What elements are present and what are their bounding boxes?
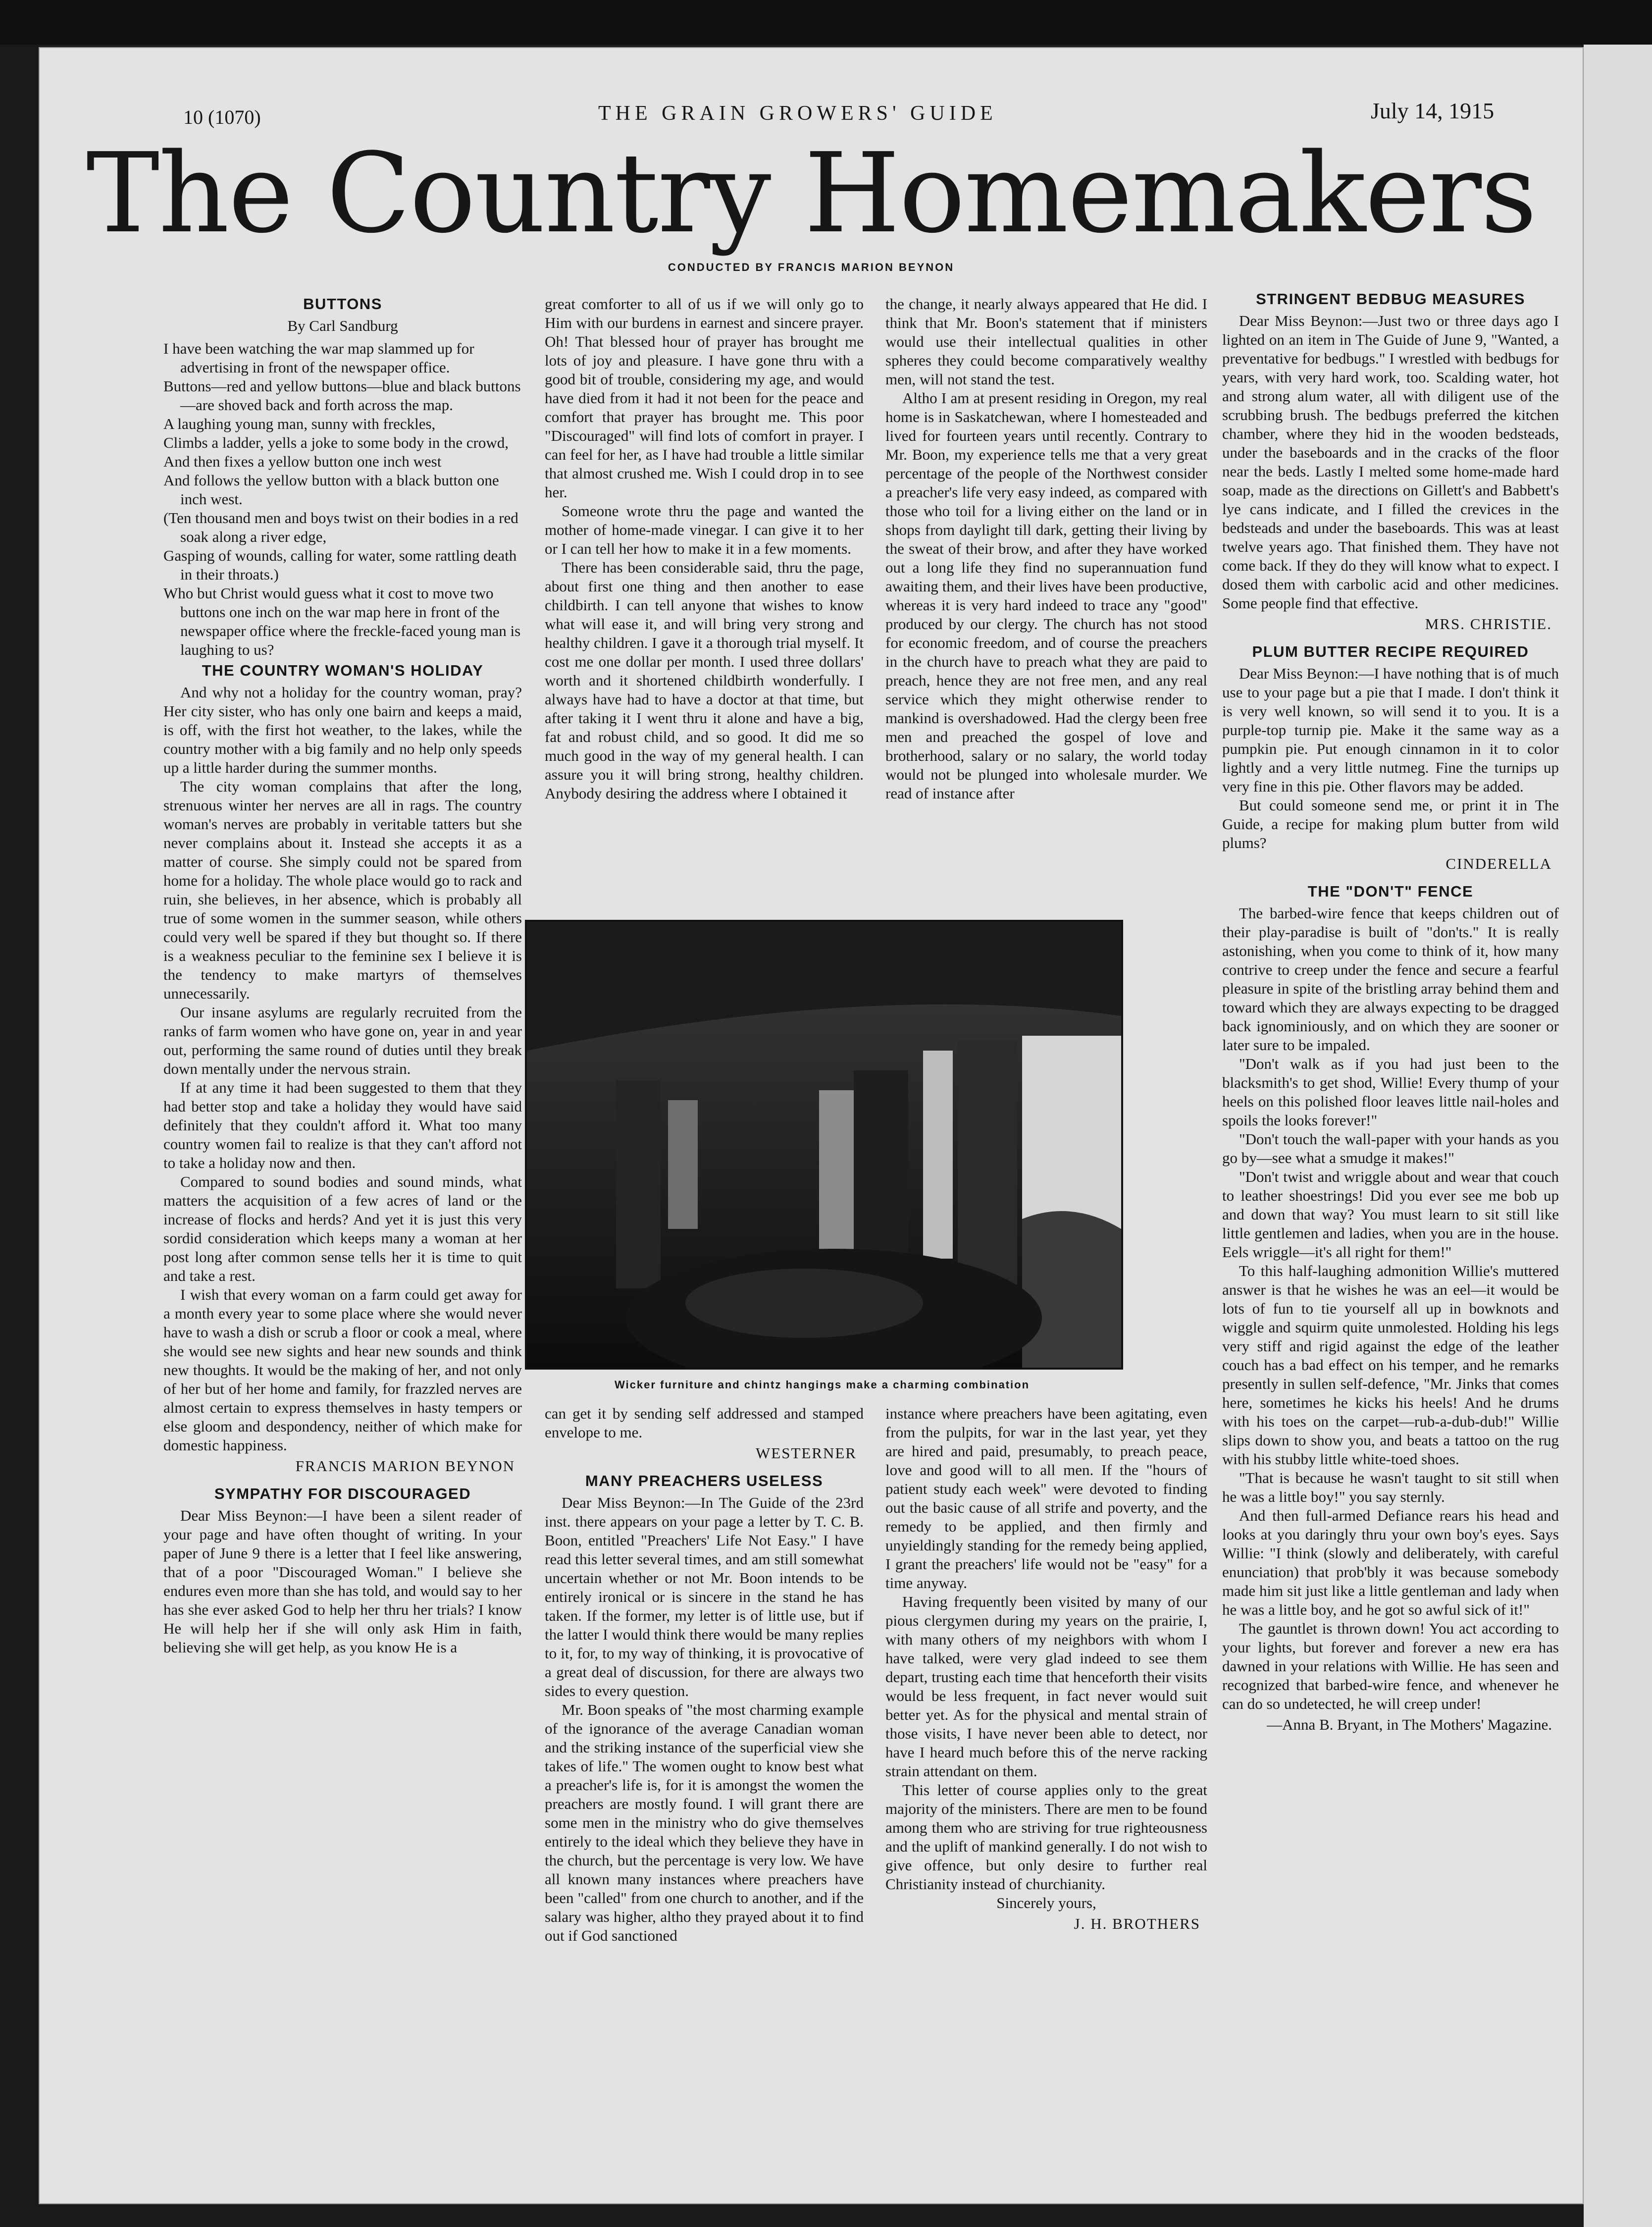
holiday-paragraph: If at any time it had been suggested to them that they had better stop and take a holiday they would have said definitely that they couldn't afford it. What too many country women fail to realize is that they can't afford not to take a holiday now and then. [163, 1079, 522, 1171]
preachers-closing: Sincerely yours, [996, 1894, 1096, 1911]
holiday-paragraph: The city woman complains that after the long, strenuous winter her nerves are all in rags. The country woman's nerves are probably in veritable tatters but she never complains about it. Instead she accepts it as a matter of course. She simply could not be spared from home for a holiday. The whole place would go to rack and ruin, she believes, in her absence, which is probably all true of some women in the summer season, while others could very well be spared if they but thought so. If there is a weakness peculiar to the feminine sex I believe it is the tendency to make martyrs of themselves unnecessarily. [163, 778, 522, 1002]
plum-paragraph: But could someone send me, or print it in The Guide, a recipe for making plum butter from wild plums? [1222, 796, 1559, 851]
column-2-bottom [545, 1404, 864, 2108]
preachers-continued: Altho I am at present residing in Oregon, my real home is in Saskatchewan, where I homesteaded and lived for fourteen years until recently. Contrary to Mr. Boon, my experience tells me that a very great percentage of the people of the Northwest consider a preacher's life very easy indeed, as compared with those who toil for a living either on the land or in shops from daylight till dark, getting their living by the sweat of their brow, and after they have worked out a long life they find no superannuation fund awaiting them, and their lives have been productive, whereas it is very hard indeed to trace any "good" produced by our clergy. The church has not stood for economic freedom, and of course the preachers in the church have to preach what they are paid to preach, hence they are not free men, and any real service which they might otherwise render to mankind is overshadowed. Had the clergy been free men and preached the gospel of love and brotherhood, salary or no salary, the world today would not be plunged into wholesale murder. We read of instance after [885, 389, 1207, 802]
holiday-title: THE COUNTRY WOMAN'S HOLIDAY [202, 662, 484, 679]
interior-photograph [525, 920, 1123, 1370]
poem-stanza [163, 509, 522, 659]
fence-paragraph: The gauntlet is thrown down! You act according to your lights, but forever and forever a new era has dawned in your relations with Willie. He has seen and recognized that barbed-wire fence, and whenever he can do so undetected, he will creep under! [1222, 1620, 1559, 1712]
journal-name: THE GRAIN GROWERS' GUIDE [598, 102, 997, 125]
fence-paragraph: To this half-laughing admonition Willie's muttered answer is that he wishes he was an eel—it would be lots of fun to tie yourself all up in bowknots and wiggle and squirm quite unmolested. Holding his legs very stiff and rigid against the edge of the leather couch has a bad effect on his temper, and he remarks presently in sullen self-defence, "Mr. Jinks that comes here, sometimes he kicks his heels! And he drums with his toes on the carpet—rub-a-dub-dub!" Willie slips down to show you, and beats a tattoo on the rug with his stubby little white-toed shoes. [1222, 1262, 1559, 1468]
column-4 [1222, 290, 1559, 2113]
fence-paragraph: "That is because he wasn't taught to sit still when he was a little boy!" you say sternly. [1222, 1469, 1559, 1505]
column-3-bottom [885, 1404, 1207, 2108]
preachers-continued: Having frequently been visited by many of our pious clergymen during my years on the prairie, I, with many others of my neighbors with whom I have talked, were very glad indeed to see them depart, trusting each time that henceforth their visits would be less frequent, in fact never would suit better yet. As for the physical and mental strain of those visits, I have never been able to detect, nor have I heard much before this of the nerve racking strain attendant on them. [885, 1593, 1207, 1780]
scan-border [0, 0, 1652, 45]
page-title: The Country Homemakers [86, 130, 1536, 258]
poem-stanza [163, 415, 522, 509]
column-1 [163, 295, 522, 2103]
issue-date: July 14, 1915 [1371, 98, 1495, 123]
buttons-title: BUTTONS [303, 295, 382, 313]
bedbug-title: STRINGENT BEDBUG MEASURES [1256, 290, 1525, 308]
fence-paragraph: And then full-armed Defiance rears his head and looks at you daringly thru your own boy's eyes. Says Willie: "I think (slowly and deliberately, with careful enunciation) that prob'bly it was because somebody made him sit just like a little gentleman and lady when he was a little boy, and he got so awful sick of it!" [1222, 1507, 1559, 1618]
holiday-paragraph: And why not a holiday for the country woman, pray? Her city sister, who has only one bairn and keeps a maid, is off, with the first hot weather, to the lakes, while the country mother with a big family and no help only speeds up a little harder during the summer months. [163, 684, 522, 776]
buttons-author: By Carl Sandburg [287, 317, 398, 334]
poem-line: Who but Christ would guess what it cost to move two buttons one inch on the war map here in front of the newspaper office where the freckle-faced young man is laughing to us? [163, 584, 521, 658]
holiday-signature: FRANCIS MARION BEYNON [295, 1457, 515, 1475]
sympathy-continued: great comforter to all of us if we will only go to Him with our burdens in earnest and sincere prayer. Oh! That blessed hour of prayer has brought me lots of joy and pleasure. I have gone thru with a good bit of trouble, considering my age, and would have died from it had it not been for the peace and comfort that prayer has brought me. This poor "Discouraged" will find lots of comfort in prayer. I can feel for her, as I have had trouble a little similar that almost crushed me. Wish I could drop in to see her. [545, 295, 864, 501]
sympathy-continued: Someone wrote thru the page and wanted the mother of home-made vinegar. I can give it to her or I can tell her how to make it in a few moments. [545, 502, 864, 557]
fence-paragraph: The barbed-wire fence that keeps children out of their play-paradise is built of "don'ts." It is really astonishing, when you come to think of it, how many contrive to creep under the fence and secure a fearful pleasure in spite of the bristling array behind them and toward which they are always expecting to be dragged back ignominiously, and on which they are sooner or later sure to be impaled. [1222, 904, 1559, 1054]
newspaper-page [39, 47, 1584, 2204]
poem-line: A laughing young man, sunny with freckles, [163, 415, 436, 432]
preachers-paragraph: Mr. Boon speaks of "the most charming example of the ignorance of the average Canadian woman and the striking instance of the superficial view she takes of life." The women ought to know best what a preacher's life is, for it is amongst the women the preachers are mostly found. I will grant there are some men in the ministry who do give themselves entirely to the ideal which they believe they have in the church, but the percentage is very low. We have all known many instances where preachers have been "called" from one church to another, and if the salary was higher, altho they prayed about it to find out if God sanctioned [545, 1701, 864, 1944]
preachers-continued: instance where preachers have been agitating, even from the pulpits, for war in the last year, yet they are hired and paid, presumably, to preach peace, love and good will to all men. If the "hours of patient study each week" were devoted to finding out the basic cause of all strife and poverty, and the remedy to be applied, and then firmly and unyieldingly standing for the remedy being applied, I grant the preachers' life would not be "easy" for a time anyway. [885, 1405, 1207, 1591]
fence-paragraph: "Don't walk as if you had just been to the blacksmith's to get shod, Willie! Every thump of your heels on this polished floor leaves little nail-holes and spoils the looks forever!" [1222, 1055, 1559, 1129]
holiday-body [163, 683, 522, 1455]
bedbug-paragraph: Dear Miss Beynon:—Just two or three days ago I lighted on an item in The Guide of June 9, "Wanted, a preventative for bedbugs." I wrestled with bedbugs for years, with very hard work, too. Scalding water, hot and strong alum water, all with diligent use of the scrubbing brush. The bedbugs preferred the kitchen chamber, where they hid in the wooden bedsteads, under the baseboards and in the cracks of the floor near the beds. Lastly I melted some home-made hard soap, made as the directions on Gillett's and Babbett's lye cans indicate, and I filled the crevices in the bedsteads and under the baseboards. This was at least twelve years ago. That finished them. They have not come back. If they do they will know what to expect. I dosed them with carbolic acid and other medicines. Some people find that effective. [1222, 312, 1559, 612]
poem-line: Gasping of wounds, calling for water, some rattling death in their throats.) [163, 547, 517, 583]
poem-line: And follows the yellow button with a black button one inch west. [163, 472, 499, 508]
poem-stanza [163, 339, 522, 415]
fence-paragraph: "Don't touch the wall-paper with your hands as you go by—see what a smudge it makes!" [1222, 1130, 1559, 1167]
preachers-signature: J. H. BROTHERS [1074, 1915, 1200, 1932]
photo-illustration [527, 922, 1121, 1368]
poem-line: (Ten thousand men and boys twist on their bodies in a red soak along a river edge, [163, 509, 518, 545]
sympathy-title: SYMPATHY FOR DISCOURAGED [214, 1485, 471, 1502]
plum-title: PLUM BUTTER RECIPE REQUIRED [1252, 643, 1529, 660]
page-number: 10 (1070) [183, 106, 261, 128]
buttons-poem [163, 339, 522, 659]
preachers-title: MANY PREACHERS USELESS [585, 1472, 824, 1489]
conducted-by: CONDUCTED BY FRANCIS MARION BEYNON [668, 261, 955, 273]
preachers-paragraph: Dear Miss Beynon:—In The Guide of the 23rd inst. there appears on your page a letter by T. C. B. Boon, entitled "Preachers' Life Not Easy." I have read this letter several times, and am still somewhat uncertain whether or not Mr. Boon intends to be entirely ironical or is sincere in the stand he has taken. If the former, my letter is of little use, but if the latter I would think there would be many replies to it, for, to my way of thinking, it is provocative of a great deal of discussion, for there are always two sides to every question. [545, 1494, 864, 1699]
sympathy-continued: can get it by sending self addressed and stamped envelope to me. [545, 1405, 864, 1441]
column-2-top [545, 295, 864, 911]
poem-line: Buttons—red and yellow buttons—blue and black buttons—are shoved back and forth across the map. [163, 377, 521, 414]
poem-line: And then fixes a yellow button one inch west [163, 453, 442, 470]
poem-line: Climbs a ladder, yells a joke to some body in the crowd, [163, 434, 509, 451]
plum-paragraph: Dear Miss Beynon:—I have nothing that is of much use to your page but a pie that I made. I don't think it is very well known, so will send it to you. It is a purple-top turnip pie. Make it the same way as a pumpkin pie. Put enough cinnamon in it to color lightly and a very little nutmeg. Fine the turnips up very fine in this pie. Other flavors may be added. [1222, 665, 1559, 795]
sympathy-signature: WESTERNER [756, 1444, 857, 1462]
adjacent-page-edge [1584, 45, 1652, 2227]
preachers-continued: the change, it nearly always appeared that He did. I think that Mr. Boon's statement that if ministers would use their intellectual qualities in other spheres they could become comparatively wealthy men, will not stand the test. [885, 295, 1207, 388]
holiday-paragraph: Our insane asylums are regularly recruited from the ranks of farm women who have gone on, year in and year out, performing the same round of duties until they break down mentally under the nervous strain. [163, 1004, 522, 1077]
sympathy-paragraph: Dear Miss Beynon:—I have been a silent reader of your page and have often thought of writing. In your paper of June 9 there is a letter that I feel like answering, that of a poor "Discouraged Woman." I believe she endures even more than she has told, and would say to her has she ever asked God to help her thru her trials? I know He will help her if she will only ask Him in faith, believing she will get help, as you know He is a [163, 1507, 522, 1656]
photo-caption: Wicker furniture and chintz hangings make a charming combination [614, 1379, 1030, 1391]
fence-signature: —Anna B. Bryant, in The Mothers' Magazine. [1267, 1716, 1552, 1733]
holiday-paragraph: I wish that every woman on a farm could get away for a month every year to some place where she would never have to wash a dish or scrub a floor or cook a meal, where she would see new sights and hear new sounds and think new thoughts. It would be the making of her, and not only of her but of her home and family, for frazzled nerves are almost certain to express themselves in hasty tempers or else gloom and despondency, neither of which make for domestic happiness. [163, 1286, 522, 1454]
preachers-continued: This letter of course applies only to the great majority of the ministers. There are men to be found among them who are striving for true righteousness and the uplift of mankind generally. I do not wish to give offence, but only desire to further real Christianity instead of churchianity. [885, 1781, 1207, 1893]
fence-title: THE "DON'T" FENCE [1307, 883, 1474, 900]
holiday-paragraph: Compared to sound bodies and sound minds, what matters the acquisition of a few acres of land or the increase of flocks and herds? And yet it is just this very sordid consideration which keeps many a woman at her post long after common sense tells her it is time to quit and take a rest. [163, 1173, 522, 1284]
poem-line: I have been watching the war map slammed up for advertising in front of the newspaper office. [163, 340, 474, 376]
bedbug-signature: MRS. CHRISTIE. [1425, 615, 1552, 633]
fence-paragraph: "Don't twist and wriggle about and wear that couch to leather shoestrings! Did you ever see me bob up and down that way? You must learn to sit still like little gentlemen and ladies, when you are in the house. Eels wriggle—it's all right for them!" [1222, 1168, 1559, 1261]
column-3-top [885, 295, 1207, 911]
sympathy-continued: There has been considerable said, thru the page, about first one thing and then another to ease childbirth. I can tell anyone that wishes to know what will ease it, and will bring very strong and healthy children. I gave it a thorough trial myself. It cost me one dollar per month. I used three dollars' worth and it shortened childbirth wonderfully. I always have had to have a doctor at that time, but after taking it I went thru it alone and have a big, fat and robust child, and so good. It did me so much good in the way of my general health. I can assure you it will bring strong, healthy children. Anybody desiring the address where I obtained it [545, 559, 864, 802]
plum-signature: CINDERELLA [1446, 855, 1552, 872]
